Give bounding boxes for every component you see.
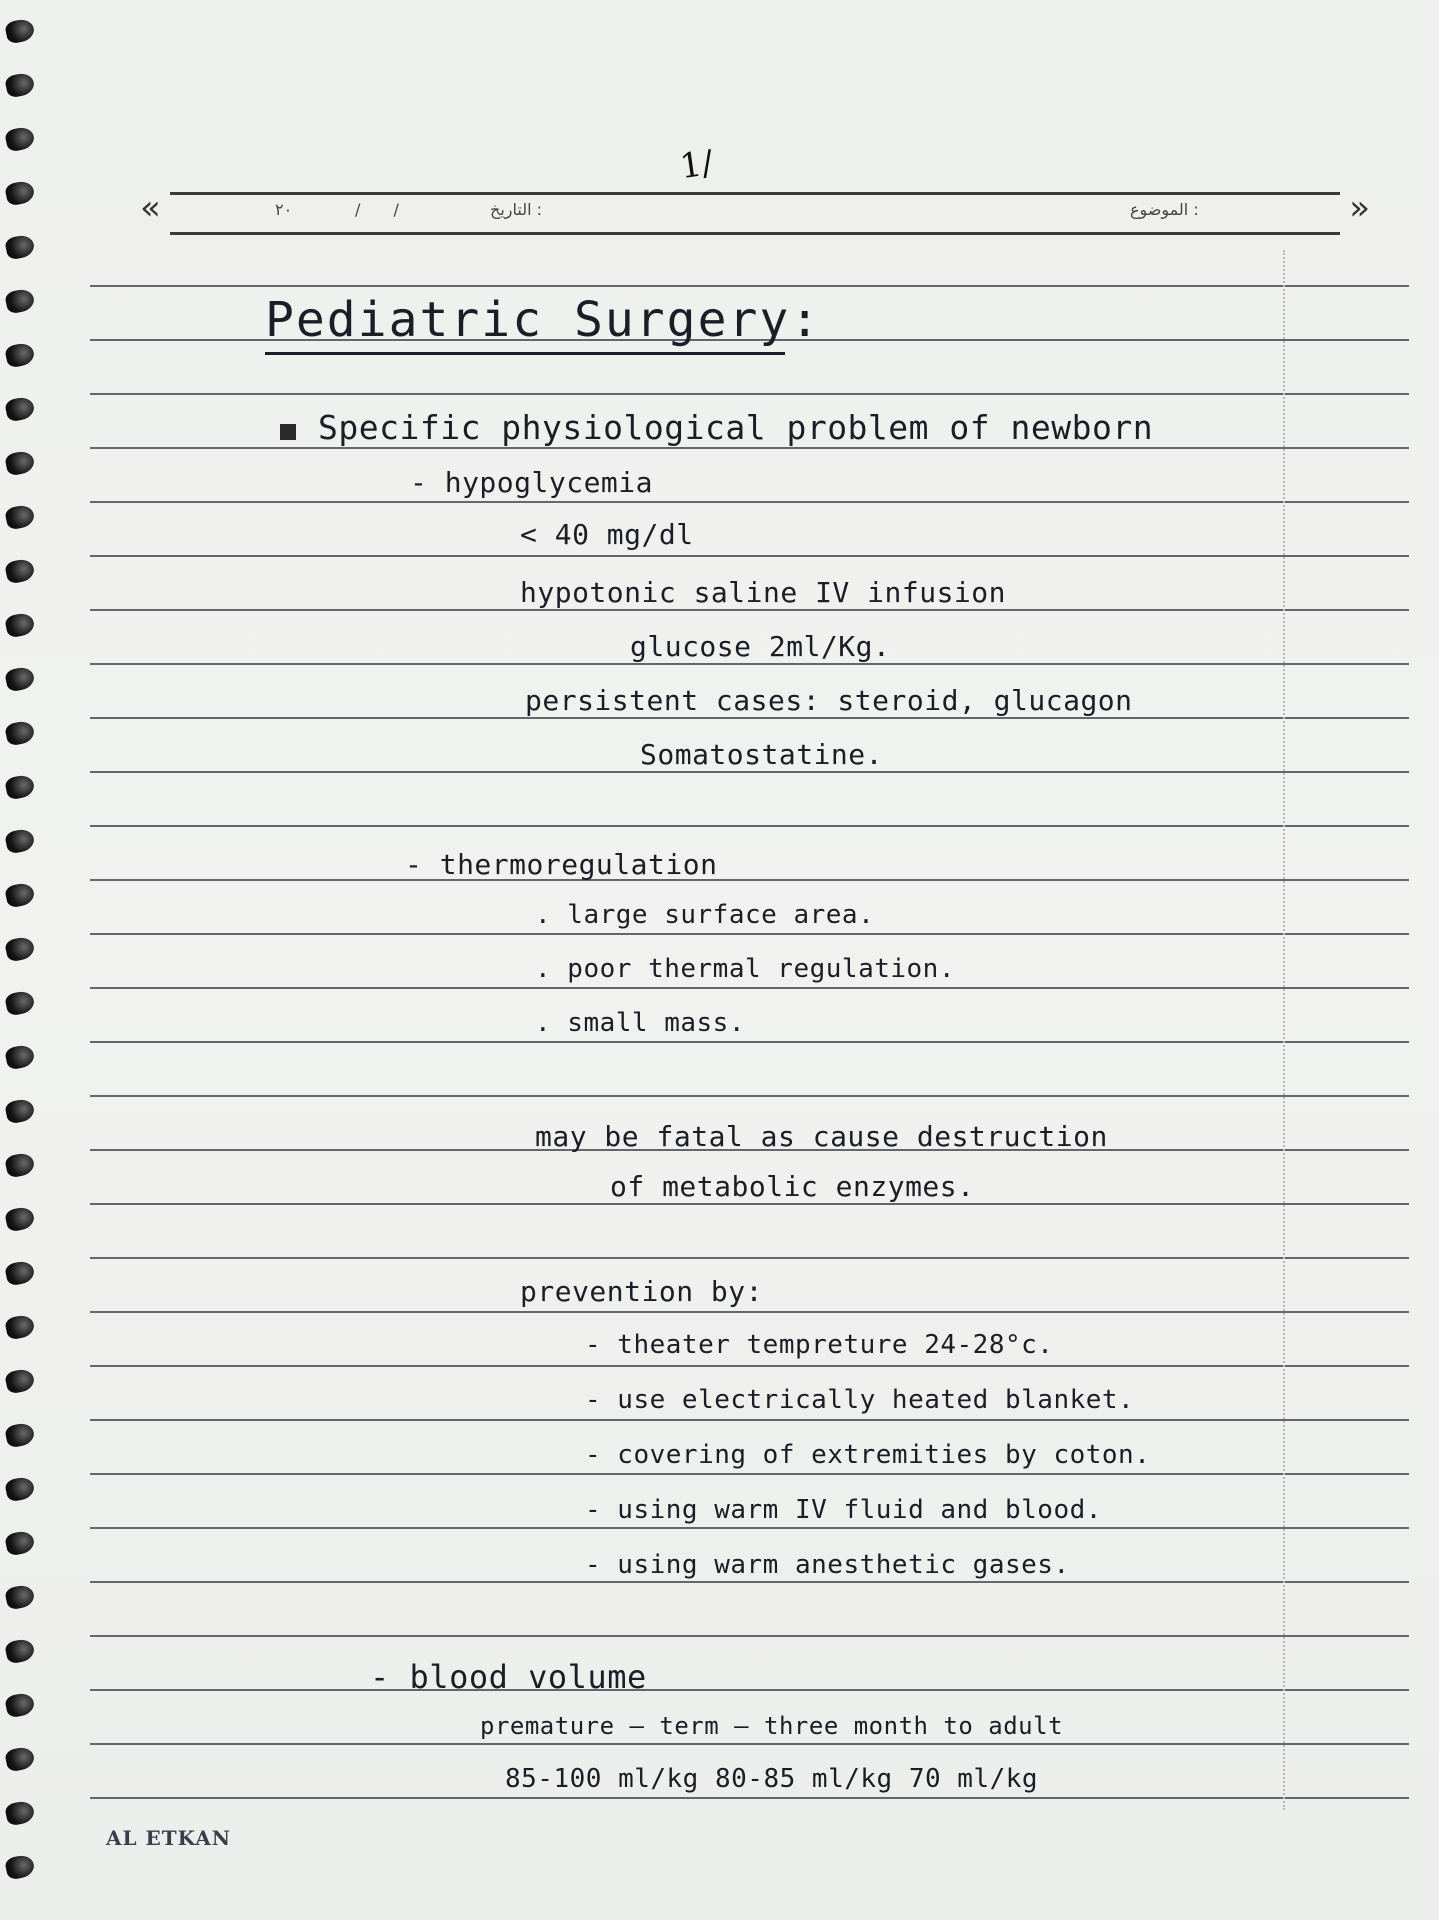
ruled-line [90,1041,1409,1043]
spiral-ring [4,233,36,260]
spiral-ring [4,611,36,638]
spiral-ring [4,341,36,368]
spiral-ring [4,773,36,800]
spiral-ring [4,1421,36,1448]
spiral-ring [4,1583,36,1610]
blood-volume-values: 85-100 ml/kg 80-85 ml/kg 70 ml/kg [505,1764,1039,1794]
spiral-ring [4,179,36,206]
margin-line [1283,250,1285,1810]
spiral-ring [4,1313,36,1340]
header-right-ornament: » [1349,188,1370,228]
ruled-line [90,1689,1409,1691]
thermo-item: . poor thermal regulation. [535,954,955,984]
ruled-line [90,447,1409,449]
spiral-ring [4,1043,36,1070]
header-left-ornament: « [140,188,161,228]
prevention-item: - using warm anesthetic gases. [585,1550,1070,1580]
spiral-ring [4,1205,36,1232]
spiral-ring [4,1475,36,1502]
ruled-line [90,825,1409,827]
spiral-ring [4,1367,36,1394]
ruled-line [90,1797,1409,1799]
header-year: ٢٠ [275,200,293,219]
ruled-line [90,609,1409,611]
ruled-line [90,1365,1409,1367]
ruled-line [90,393,1409,395]
spiral-ring [4,1259,36,1286]
ruled-line [90,1419,1409,1421]
spiral-ring [4,1637,36,1664]
prevention-heading: prevention by: [520,1275,764,1308]
header-bar [140,188,1370,236]
ruled-line [90,1203,1409,1205]
ruled-line [90,879,1409,881]
bullet-icon [280,424,296,440]
spiral-ring [4,17,36,44]
thermo-item: . large surface area. [535,900,875,930]
header-bottom-line [170,232,1340,235]
ruled-line [90,663,1409,665]
spiral-binding [0,0,100,1920]
header-top-line [170,192,1340,195]
prevention-item: - covering of extremities by coton. [585,1440,1151,1470]
somatostatine: Somatostatine. [640,738,884,771]
title-underline [265,352,785,355]
ruled-line [90,1473,1409,1475]
glucose-dose: glucose 2ml/Kg. [630,630,891,663]
ruled-line [90,771,1409,773]
ruled-line [90,1635,1409,1637]
ruled-line [90,1527,1409,1529]
prevention-item: - theater tempreture 24-28°c. [585,1330,1054,1360]
spiral-ring [4,1097,36,1124]
spiral-ring [4,881,36,908]
ruled-line [90,1095,1409,1097]
ruled-line [90,1311,1409,1313]
blood-volume-heading: - blood volume [370,1658,647,1696]
spiral-ring [4,125,36,152]
spiral-ring [4,1529,36,1556]
spiral-ring [4,71,36,98]
header-date-label: التاريخ : [490,200,543,219]
spiral-ring [4,557,36,584]
ruled-line [90,285,1409,287]
spiral-ring [4,287,36,314]
page-number: 1/ [677,142,716,188]
hypotonic-infusion: hypotonic saline IV infusion [520,576,1007,609]
fatal-note-line1: may be fatal as cause destruction [535,1120,1108,1153]
ruled-line [90,1581,1409,1583]
spiral-ring [4,719,36,746]
spiral-ring [4,1691,36,1718]
blood-volume-labels: premature — term — three month to adult [480,1712,1064,1740]
spiral-ring [4,989,36,1016]
ruled-line [90,933,1409,935]
spiral-ring [4,395,36,422]
ruled-line [90,987,1409,989]
ruled-line [90,717,1409,719]
ruled-line [90,501,1409,503]
spiral-ring [4,1745,36,1772]
ruled-line [90,555,1409,557]
header-subject-label: الموضوع : [1130,200,1199,219]
section-heading: Specific physiological problem of newborn [318,408,1154,447]
spiral-ring [4,503,36,530]
ruled-line [90,1257,1409,1259]
persistent-cases: persistent cases: steroid, glucagon [525,684,1133,717]
prevention-item: - using warm IV fluid and blood. [585,1495,1102,1525]
header-date-separators: / / [355,200,413,219]
ruled-line [90,1743,1409,1745]
brand-logo: AL ETKAN [106,1826,232,1850]
glucose-threshold: < 40 mg/dl [520,518,694,551]
spiral-ring [4,827,36,854]
hypoglycemia-heading: - hypoglycemia [410,466,654,499]
spiral-ring [4,1799,36,1826]
notes-title: Pediatric Surgery: [265,292,822,348]
prevention-item: - use electrically heated blanket. [585,1385,1135,1415]
spiral-ring [4,665,36,692]
spiral-ring [4,1151,36,1178]
thermoregulation-heading: - thermoregulation [405,848,718,881]
spiral-ring [4,935,36,962]
fatal-note-line2: of metabolic enzymes. [610,1170,975,1203]
spiral-ring [4,1853,36,1880]
spiral-ring [4,449,36,476]
thermo-item: . small mass. [535,1008,745,1038]
